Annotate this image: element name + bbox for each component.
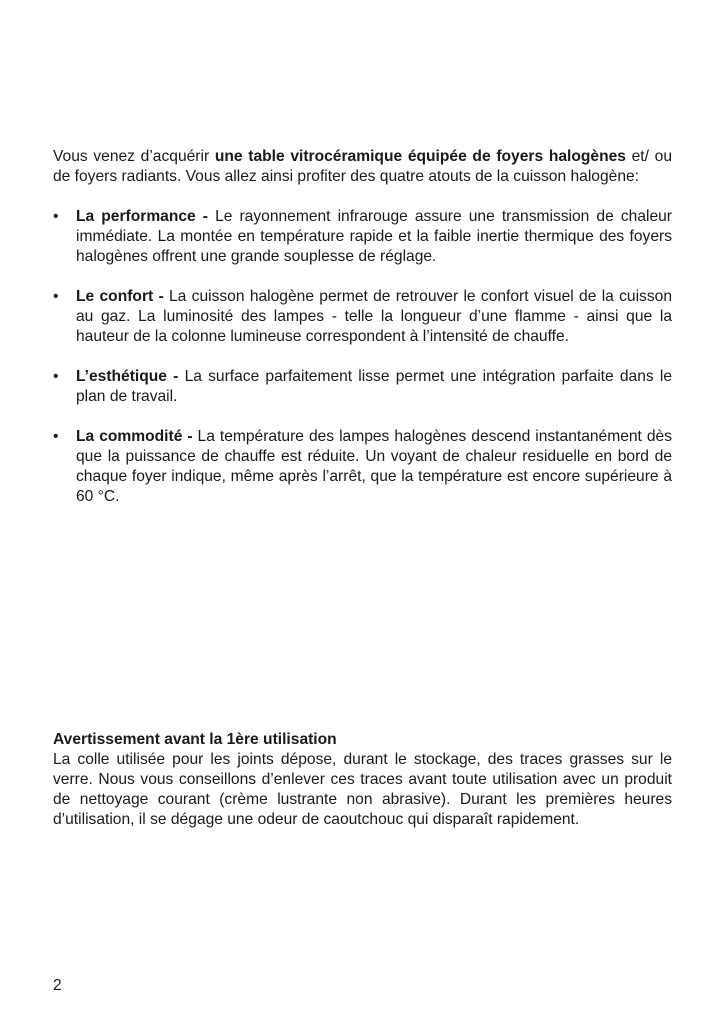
page-number: 2 [53,977,62,994]
feature-item-performance [53,207,672,267]
bullet-icon: • [53,428,59,445]
feature-text: La cuisson halogène permet de retrouver le confort visuel de la cuisson au gaz. La luminosité des lampes - telle la longueur d’une flamme - ainsi que la hauteur de la colonne lumineuse correspondent à l’intensité de chauffe. [76,288,673,345]
bullet-icon: • [53,208,59,225]
bullet-icon: • [53,368,59,385]
feature-item-commodite [53,427,672,507]
feature-item-confort [53,287,672,347]
feature-title: La performance - [76,208,208,225]
feature-title: L’esthétique - [76,368,179,385]
intro-text-after: et/ ou de foyers radiants. Vous allez ainsi profiter des quatre atouts de la cuisson halogène: [53,148,672,185]
feature-item-esthetique [53,367,672,407]
feature-text: Le rayonnement infrarouge assure une transmission de chaleur immédiate. La montée en température rapide et la faible inertie thermique des foyers halogènes offrent une grande souplesse de réglage. [76,208,672,265]
intro-paragraph [53,147,672,187]
feature-text: La température des lampes halogènes descend instantanément dès que la puissance de chauffe est réduite. Un voyant de chaleur residuelle en bord de chaque foyer indique, même après l’arrêt, que la température est encore supérieure à 60 °C. [76,428,673,505]
feature-title: Le confort - [76,288,164,305]
intro-text-bold: une table vitrocéramique équipée de foyers halogènes [214,148,626,165]
feature-text: La surface parfaitement lisse permet une intégration parfaite dans le plan de travail. [76,368,672,405]
warning-section [53,730,672,830]
bullet-icon: • [53,288,59,305]
warning-title: Avertissement avant la 1ère utilisation [53,731,337,748]
features-list [53,207,672,527]
intro-text-before: Vous venez d’acquérir [53,148,215,165]
warning-body: La colle utilisée pour les joints dépose, durant le stockage, des traces grasses sur le verre. Nous vous conseillons d’enlever ces traces avant toute utilisation avec un produit de nettoyage courant (crème lustrante non abrasive). Durant les premières heures d’utilisation, il se dégage une odeur de caoutchouc qui disparaît rapidement. [53,751,672,828]
feature-title: La commodité - [76,428,193,445]
